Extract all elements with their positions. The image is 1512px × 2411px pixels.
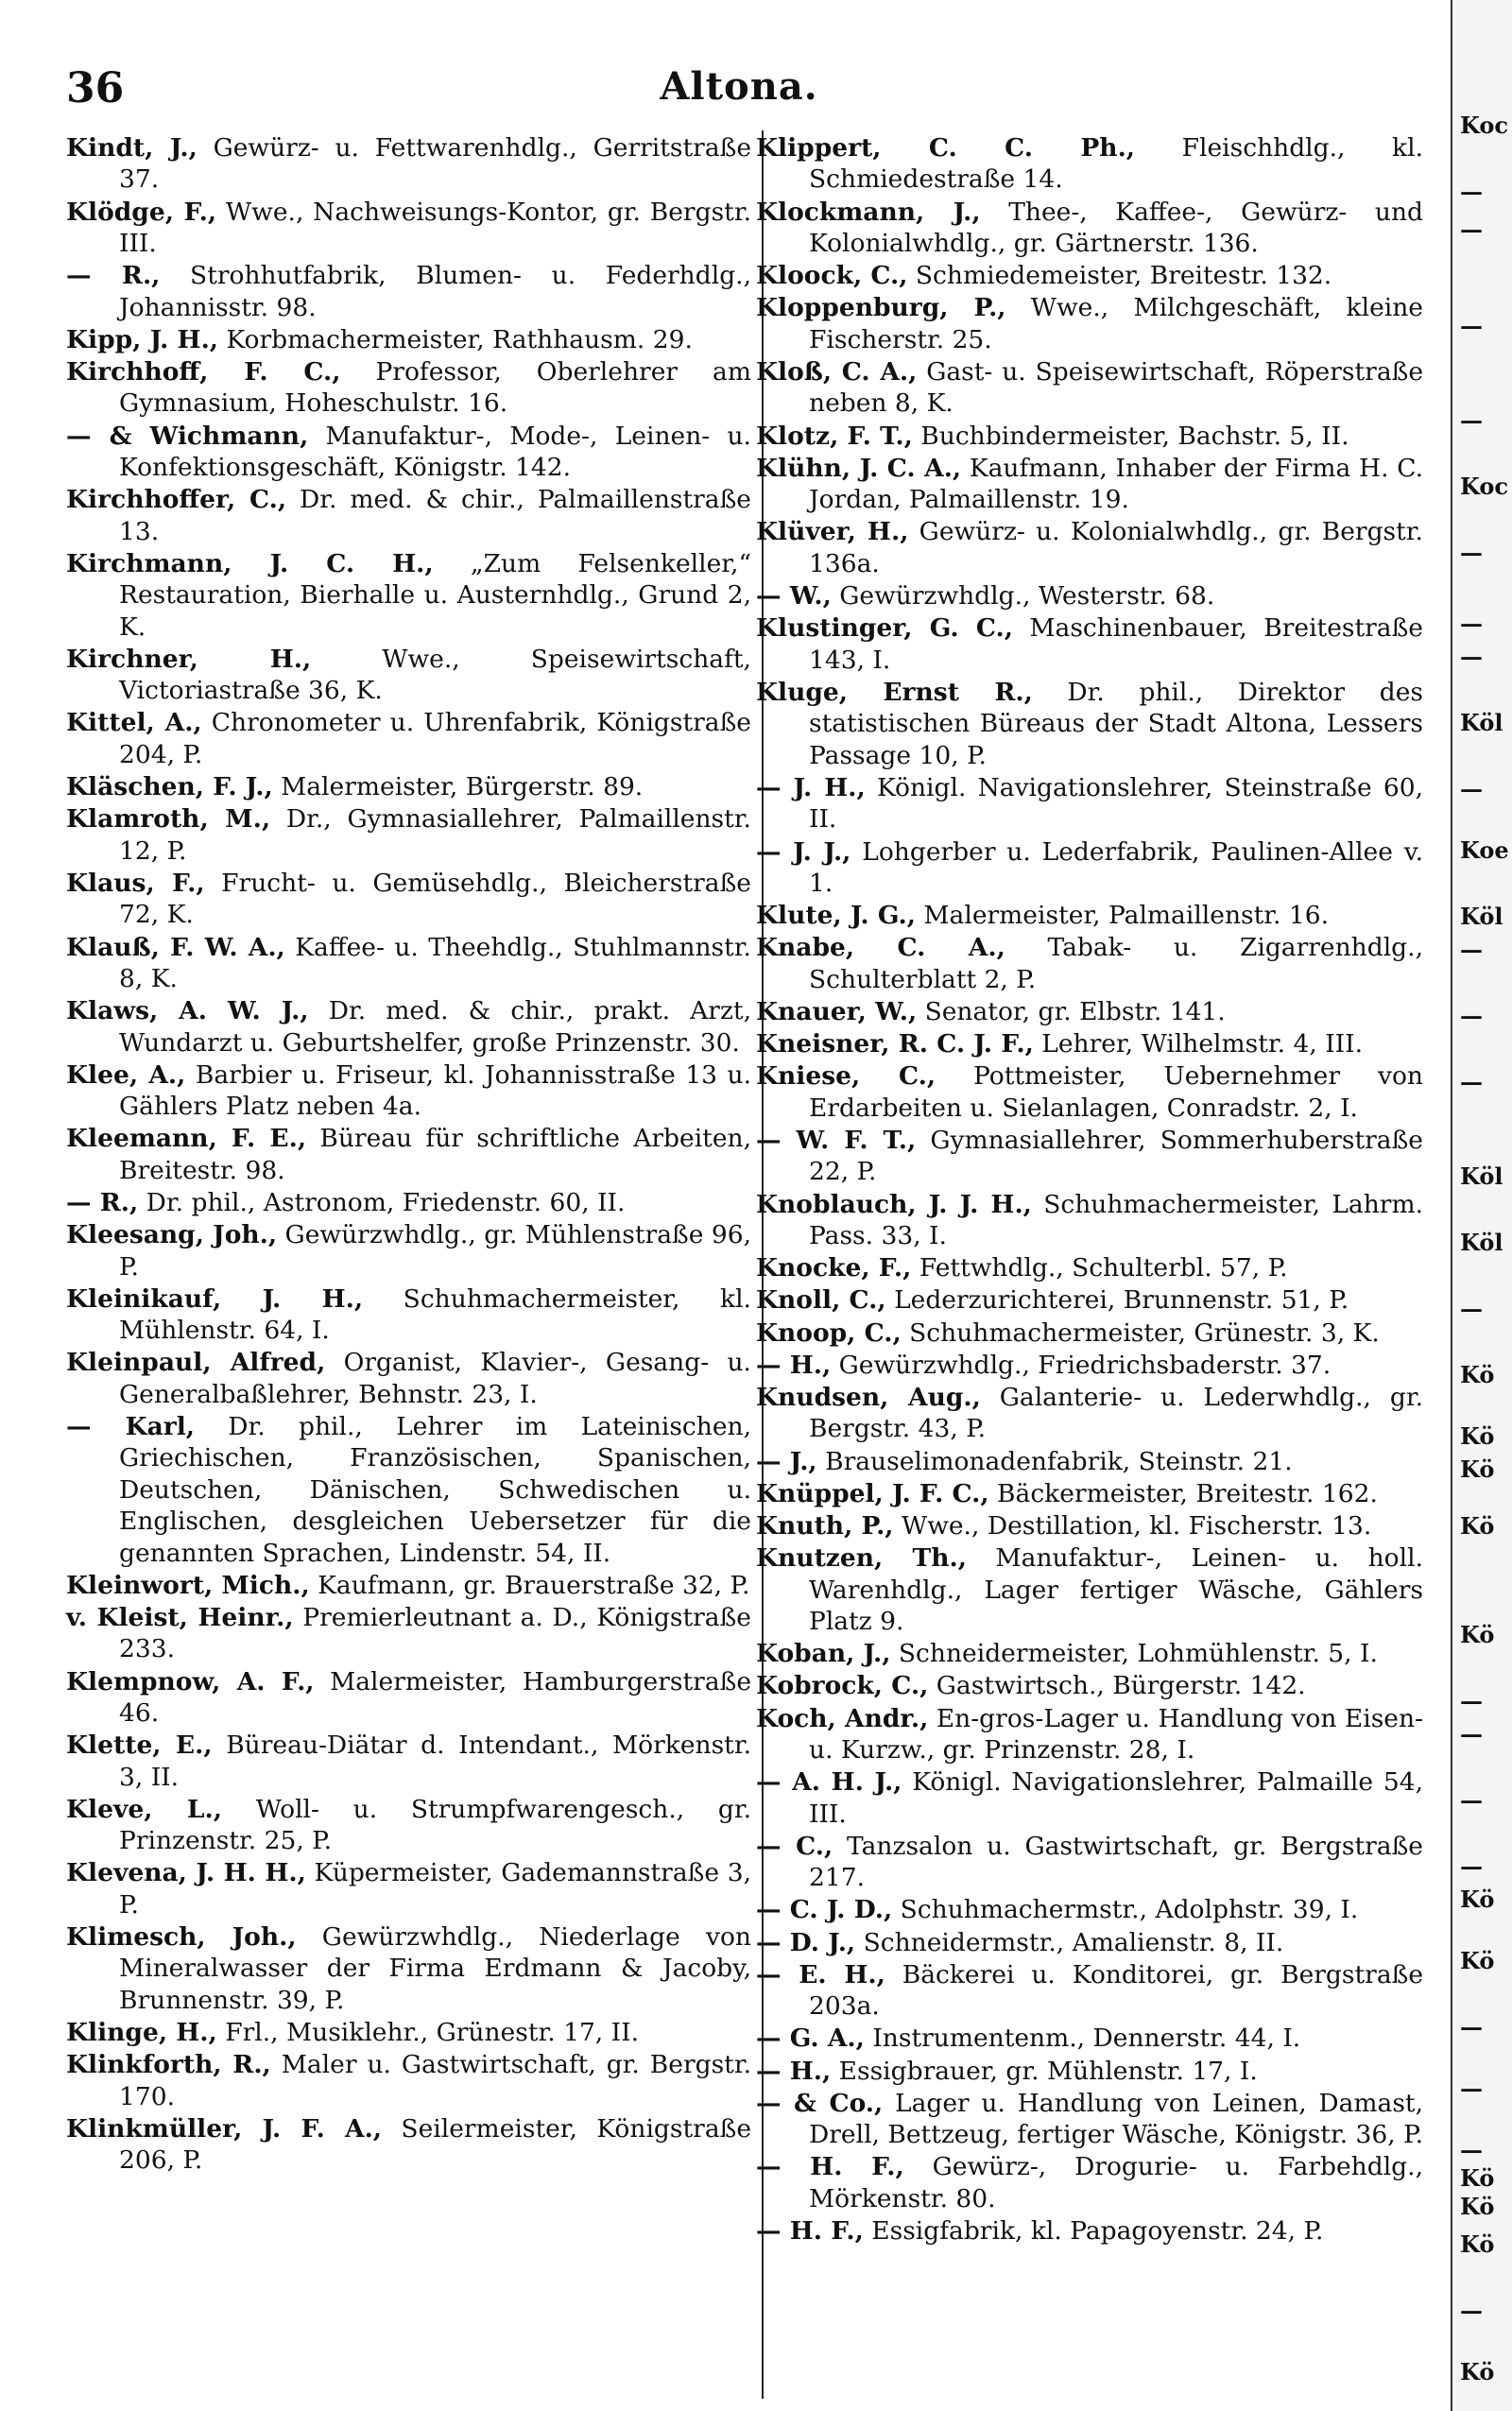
next-page-fragment: Kö	[1460, 1512, 1495, 1540]
entry-name: — & Co.,	[756, 2088, 884, 2118]
directory-entry	[66, 868, 751, 931]
entry-name: — E. H.,	[756, 1959, 885, 1989]
entry-name: Kloß, C. A.,	[756, 357, 918, 387]
entry-name: — W. F. T.,	[756, 1125, 917, 1155]
directory-entry	[66, 1921, 751, 2016]
entry-name: — H. F.,	[756, 2216, 864, 2247]
next-page-fragment: —	[1460, 1852, 1483, 1880]
directory-entry	[66, 1730, 751, 1793]
entry-name: Kirchner, H.,	[66, 644, 312, 674]
directory-entry	[66, 132, 751, 196]
directory-entry	[756, 1382, 1423, 1445]
next-page-fragment: Kö	[1460, 2193, 1495, 2220]
directory-entry	[756, 612, 1423, 676]
next-page-fragment: —	[1460, 2013, 1483, 2041]
entry-details: Seilermeister, Königstraße 206, P.	[119, 2113, 751, 2176]
entry-name: — C. J. D.,	[756, 1895, 893, 1925]
next-page-fragment: Koc	[1460, 112, 1508, 139]
entry-name: Kipp, J. H.,	[66, 324, 219, 354]
entry-details: „Zum Felsenkeller,“ Restauration, Bierhalle u. Austernhdlg., Grund 2, K.	[119, 548, 751, 642]
next-page-fragment: —	[1460, 215, 1483, 243]
entry-name: Kleinpaul, Alfred,	[66, 1348, 326, 1378]
next-page-fragment: —	[1460, 406, 1483, 434]
next-page-fragment: Kö	[1460, 2164, 1495, 2192]
directory-entry	[756, 677, 1423, 771]
directory-entry	[756, 2151, 1423, 2214]
entry-details: Gastwirtsch., Bürgerstr. 142.	[928, 1671, 1306, 1701]
entry-name: Knabe, C. A.,	[756, 933, 1005, 963]
entry-details: Barbier u. Friseur, kl. Johannisstraße 13 u. Gählers Platz neben 4a.	[119, 1059, 751, 1122]
directory-entry	[756, 836, 1423, 900]
directory-entry	[756, 1189, 1423, 1252]
directory-entry	[756, 453, 1423, 516]
entry-details: Bäckerei u. Konditorei, gr. Bergstraße 203a.	[809, 1959, 1423, 2022]
entry-name: Knüppel, J. F. C.,	[756, 1478, 989, 1508]
next-page-fragment: Kö	[1460, 1947, 1495, 1974]
entry-name: Klödge, F.,	[66, 197, 217, 227]
next-page-fragment: —	[1460, 312, 1483, 339]
entry-name: Koban, J.,	[756, 1639, 891, 1669]
entry-details: Fleischhdlg., kl. Schmiedestraße 14.	[809, 133, 1423, 195]
entry-details: Büreau-Diätar d. Intendant., Mörkenstr. 3, II.	[119, 1731, 752, 1792]
entry-details: Maschinenbauer, Breitestraße 143, I.	[809, 613, 1423, 675]
entry-details: En-gros-Lager u. Handlung von Eisen- u. Kurzw., gr. Prinzenstr. 28, I.	[809, 1703, 1423, 1765]
next-page-fragment: Kö	[1460, 1621, 1495, 1648]
entry-details: Schuhmachermeister, kl. Mühlenstr. 64, I.	[119, 1283, 751, 1346]
entry-name: Kleesang, Joh.,	[66, 1220, 278, 1250]
entry-details: Kaffee- u. Theehdlg., Stuhlmannstr. 8, K.	[119, 932, 751, 993]
entry-name: — H.,	[756, 1350, 832, 1380]
directory-entry	[756, 516, 1423, 579]
next-page-edge	[1451, 0, 1512, 2411]
entry-name: — W.,	[756, 581, 832, 611]
entry-name: Klockmann, J.,	[756, 197, 981, 227]
directory-entry	[756, 1252, 1423, 1283]
directory-entry	[756, 932, 1423, 995]
entry-name: Kobrock, C.,	[756, 1671, 929, 1701]
entry-details: Dr. med. & chir., Palmaillenstraße 13.	[119, 485, 751, 546]
entry-details: Schneidermstr., Amalienstr. 8, II.	[855, 1927, 1284, 1957]
entry-name: Klee, A.,	[66, 1059, 186, 1090]
entry-name: Klustinger, G. C.,	[756, 613, 1013, 644]
entry-details: Königl. Navigationslehrer, Steinstraße 60, II.	[809, 772, 1423, 835]
entry-name: Klaus, F.,	[66, 868, 205, 898]
entry-name: — H. F.,	[756, 2152, 904, 2182]
entry-details: Malermeister, Palmaillenstr. 16.	[916, 901, 1330, 931]
entry-details: Küpermeister, Gademannstraße 3, P.	[119, 1858, 751, 1920]
entry-details: Brauselimonadenfabrik, Steinstr. 21.	[816, 1446, 1293, 1476]
directory-entry	[66, 995, 751, 1059]
directory-entry	[66, 1570, 751, 1601]
entry-name: Klevena, J. H. H.,	[66, 1858, 306, 1888]
entry-name: Klimesch, Joh.,	[66, 1922, 297, 1953]
directory-entry	[756, 2215, 1423, 2247]
directory-entry	[756, 1894, 1423, 1925]
directory-entry	[66, 2049, 751, 2112]
directory-entry	[66, 1187, 751, 1218]
entry-name: — A. H. J.,	[756, 1767, 902, 1798]
entry-name: Klotz, F. T.,	[756, 421, 913, 451]
entry-details: Organist, Klavier-, Gesang- u. Generalbaßlehrer, Behnstr. 23, I.	[119, 1348, 751, 1409]
directory-entry	[66, 1219, 751, 1283]
directory-entry	[66, 548, 751, 643]
entry-details: Fettwhdlg., Schulterbl. 57, P.	[911, 1253, 1288, 1283]
entry-details: Lohgerber u. Lederfabrik, Paulinen-Allee v. 1.	[809, 836, 1424, 898]
entry-name: Kittel, A.,	[66, 708, 202, 738]
entry-name: Kniese, C.,	[756, 1061, 936, 1092]
directory-entry	[66, 707, 751, 770]
entry-name: — H.,	[756, 2056, 832, 2086]
directory-entry	[66, 1283, 751, 1347]
next-page-fragment: —	[1460, 2136, 1483, 2163]
directory-entry	[756, 1831, 1423, 1894]
next-page-fragment: —	[1460, 1002, 1483, 1029]
entry-details: Gewürzwhdlg., Niederlage von Mineralwasser der Firma Erdmann & Jacoby, Brunnenstr. 39, P.	[119, 1922, 751, 2015]
entry-name: — G. A.,	[756, 2024, 865, 2054]
page-number: 36	[66, 64, 125, 112]
entry-name: Kloock, C.,	[756, 261, 908, 291]
entry-details: Gewürz- u. Kolonialwhdlg., gr. Bergstr. 136a.	[809, 517, 1423, 578]
entry-details: Gewürzwhdlg., Westerstr. 68.	[831, 581, 1215, 611]
right-column	[756, 132, 1423, 2247]
entry-name: Kirchmann, J. C. H.,	[66, 548, 434, 578]
next-page-fragment: —	[1460, 539, 1483, 566]
entry-details: Senator, gr. Elbstr. 141.	[917, 996, 1226, 1026]
entry-details: Lederzurichterei, Brunnenstr. 51, P.	[885, 1285, 1349, 1316]
entry-name: Knocke, F.,	[756, 1253, 912, 1283]
entry-details: Wwe., Speisewirtschaft, Victoriastraße 36, K.	[119, 644, 751, 706]
entry-name: Klinge, H.,	[66, 2018, 217, 2048]
next-page-fragment: —	[1460, 1068, 1483, 1095]
entry-name: Knudsen, Aug.,	[756, 1382, 981, 1412]
directory-entry	[66, 1666, 751, 1730]
entry-name: Kluge, Ernst R.,	[756, 677, 1033, 707]
directory-entry	[756, 2023, 1423, 2054]
entry-details: Manufaktur-, Leinen- u. holl. Warenhdlg., Lager fertiger Wäsche, Gählers Platz 9.	[809, 1543, 1423, 1636]
entry-name: Knuth, P.,	[756, 1510, 894, 1541]
entry-details: Gewürz-, Drogurie- u. Farbehdlg., Mörkenstr. 80.	[809, 2152, 1423, 2213]
entry-details: Lager u. Handlung von Leinen, Damast, Drell, Bettzeug, fertiger Wäsche, Königstr. 36, P.	[809, 2088, 1424, 2150]
entry-details: Schneidermeister, Lohmühlenstr. 5, I.	[890, 1639, 1378, 1669]
directory-entry	[66, 932, 751, 995]
entry-details: Dr. phil., Direktor des statistischen Büreaus der Stadt Altona, Lessers Passage 10, P.	[809, 677, 1423, 770]
next-page-fragment: —	[1460, 610, 1483, 637]
entry-name: Kloppenburg, P.,	[756, 293, 1006, 323]
directory-entry	[756, 1638, 1423, 1669]
entry-details: Korbmachermeister, Rathhausm. 29.	[218, 324, 693, 354]
entry-name: Kleemann, F. E.,	[66, 1124, 307, 1154]
next-page-fragment: —	[1460, 2297, 1483, 2324]
directory-entry	[756, 2088, 1423, 2151]
directory-entry	[66, 803, 751, 867]
entry-details: Büreau für schriftliche Arbeiten, Breitestr. 98.	[119, 1124, 751, 1185]
entry-name: — C.,	[756, 1831, 833, 1861]
directory-entry	[66, 197, 751, 260]
directory-entry	[756, 292, 1423, 355]
entry-name: — Karl,	[66, 1411, 196, 1441]
entry-details: Gewürz- u. Fettwarenhdlg., Gerritstraße 37.	[119, 133, 751, 195]
entry-details: Gast- u. Speisewirtschaft, Röperstraße neben 8, K.	[809, 357, 1424, 419]
directory-entry	[66, 2017, 751, 2048]
next-page-fragment: —	[1460, 775, 1483, 802]
entry-name: Klinkmüller, J. F. A.,	[66, 2113, 383, 2144]
directory-entry	[756, 580, 1423, 611]
entry-name: Knoblauch, J. J. H.,	[756, 1189, 1032, 1219]
entry-details: Schuhmachermeister, Lahrm. Pass. 33, I.	[809, 1189, 1424, 1250]
directory-entry	[756, 1350, 1423, 1381]
running-title: Altona.	[660, 64, 818, 109]
entry-details: Lehrer, Wilhelmstr. 4, III.	[1033, 1029, 1364, 1059]
entry-name: — J. H.,	[756, 772, 866, 802]
directory-entry	[66, 644, 751, 707]
entry-name: — D. J.,	[756, 1927, 856, 1957]
directory-entry	[66, 484, 751, 547]
entry-name: — R.,	[66, 1187, 139, 1217]
next-page-fragment: —	[1460, 1687, 1483, 1714]
next-page-fragment: Koe	[1460, 836, 1509, 864]
directory-entry	[756, 1542, 1423, 1637]
entry-name: Kleinwort, Mich.,	[66, 1570, 310, 1600]
entry-details: Manufaktur-, Mode-, Leinen- u. Konfektionsgeschäft, Königstr. 142.	[119, 421, 751, 483]
entry-name: Kläschen, F. J.,	[66, 772, 273, 802]
entry-details: Kaufmann, Inhaber der Firma H. C. Jordan, Palmaillenstr. 19.	[809, 453, 1423, 515]
next-page-fragment: —	[1460, 1720, 1483, 1748]
next-page-fragment: Köl	[1460, 1229, 1503, 1256]
directory-entry	[66, 1123, 751, 1186]
entry-name: Klühn, J. C. A.,	[756, 453, 962, 483]
entry-name: Knauer, W.,	[756, 996, 918, 1026]
directory-entry	[756, 1478, 1423, 1509]
entry-details: Gewürzwhdlg., Friedrichsbaderstr. 37.	[831, 1350, 1332, 1380]
entry-details: Malermeister, Bürgerstr. 89.	[272, 772, 644, 802]
directory-entry	[756, 996, 1423, 1027]
entry-details: Maler u. Gastwirtschaft, gr. Bergstr. 170.	[119, 2050, 752, 2111]
entry-details: Essigbrauer, gr. Mühlenstr. 17, I.	[831, 2056, 1258, 2086]
entry-name: Knoop, C.,	[756, 1317, 902, 1348]
entry-name: Kneisner, R. C. J. F.,	[756, 1029, 1034, 1059]
directory-entry	[756, 1284, 1423, 1316]
directory-entry	[756, 421, 1423, 452]
next-page-fragment: Kö	[1460, 2230, 1495, 2258]
next-page-fragment: —	[1460, 936, 1483, 963]
directory-entry	[756, 132, 1423, 196]
entry-details: Bäckermeister, Breitestr. 162.	[988, 1478, 1378, 1508]
next-page-fragment: Kö	[1460, 1361, 1495, 1388]
entry-details: Thee-, Kaffee-, Gewürz- und Kolonialwhdlg., gr. Gärtnerstr. 136.	[809, 197, 1423, 259]
directory-entry	[66, 1857, 751, 1920]
directory-entry	[66, 1602, 751, 1665]
entry-details: Frl., Musiklehr., Grünestr. 17, II.	[216, 2018, 640, 2048]
entry-details: Kaufmann, gr. Brauerstraße 32, P.	[309, 1570, 750, 1600]
entry-details: Dr., Gymnasiallehrer, Palmaillenstr. 12, P.	[119, 804, 751, 866]
page-header	[59, 64, 1419, 121]
next-page-fragment: —	[1460, 643, 1483, 670]
entry-details: Tabak- u. Zigarrenhdlg., Schulterblatt 2, P.	[809, 933, 1423, 994]
entry-details: Strohhutfabrik, Blumen- u. Federhdlg., Johannisstr. 98.	[119, 261, 752, 322]
directory-entry	[756, 900, 1423, 931]
entry-name: Kleinikauf, J. H.,	[66, 1283, 364, 1314]
entry-name: Klauß, F. W. A.,	[66, 932, 285, 962]
directory-entry	[66, 421, 751, 484]
entry-details: Instrumentenm., Dennerstr. 44, I.	[864, 2024, 1301, 2054]
directory-entry	[66, 1059, 751, 1123]
directory-entry	[66, 1411, 751, 1569]
next-page-fragment: Köl	[1460, 903, 1503, 930]
directory-entry	[756, 1766, 1423, 1830]
next-page-fragment: —	[1460, 178, 1483, 205]
entry-name: Kirchhoffer, C.,	[66, 485, 287, 515]
directory-entry	[66, 324, 751, 355]
entry-details: Schuhmachermeister, Grünestr. 3, K.	[901, 1317, 1380, 1348]
directory-entry	[756, 1927, 1423, 1958]
directory-entry	[756, 356, 1423, 420]
entry-name: — R.,	[66, 261, 161, 291]
entry-details: Premierleutnant a. D., Königstraße 233.	[119, 1603, 751, 1664]
entry-name: Klinkforth, R.,	[66, 2050, 271, 2080]
entry-name: — & Wichmann,	[66, 421, 309, 451]
directory-entry	[756, 772, 1423, 835]
entry-details: Frucht- u. Gemüsehdlg., Bleicherstraße 72, K.	[119, 868, 751, 930]
next-page-fragment: Kö	[1460, 1886, 1495, 1913]
entry-details: Woll- u. Strumpfwarengesch., gr. Prinzenstr. 25, P.	[119, 1794, 751, 1856]
entry-name: Knutzen, Th.,	[756, 1543, 967, 1574]
entry-name: Knoll, C.,	[756, 1285, 886, 1316]
next-page-fragment: Kö	[1460, 2358, 1495, 2385]
entry-details: Galanterie- u. Lederwhdlg., gr. Bergstr. 43, P.	[809, 1382, 1424, 1444]
entry-name: Koch, Andr.,	[756, 1703, 929, 1733]
entry-details: Königl. Navigationslehrer, Palmaille 54, III.	[809, 1767, 1423, 1829]
directory-entry	[756, 1670, 1423, 1701]
next-page-fragment: Koc	[1460, 473, 1508, 500]
entry-details: Chronometer u. Uhrenfabrik, Königstraße 204, P.	[119, 708, 751, 769]
entry-details: Tanzsalon u. Gastwirtschaft, gr. Bergstraße 217.	[809, 1831, 1423, 1893]
entry-details: Wwe., Milchgeschäft, kleine Fischerstr. 25.	[809, 293, 1423, 354]
left-column	[66, 132, 751, 2177]
entry-details: Wwe., Destillation, kl. Fischerstr. 13.	[893, 1510, 1372, 1541]
entry-details: Schmiedemeister, Breitestr. 132.	[907, 261, 1332, 291]
entry-details: Dr. med. & chir., prakt. Arzt, Wundarzt u. Geburtshelfer, große Prinzenstr. 30.	[119, 996, 751, 1058]
directory-entry	[66, 771, 751, 802]
next-page-fragment: —	[1460, 1295, 1483, 1322]
directory-entry	[756, 1703, 1423, 1766]
entry-details: Dr. phil., Astronom, Friedenstr. 60, II.	[138, 1187, 626, 1217]
entry-details: Gewürzwhdlg., gr. Mühlenstraße 96, P.	[119, 1220, 751, 1282]
entry-details: Schuhmachermstr., Adolphstr. 39, I.	[892, 1895, 1359, 1925]
next-page-fragment: Kö	[1460, 1455, 1495, 1483]
directory-entry	[756, 197, 1423, 260]
entry-name: Klippert, C. C. Ph.,	[756, 133, 1136, 163]
entry-details: Dr. phil., Lehrer im Lateinischen, Griechischen, Französischen, Spanischen, Deutschen, Dänischen, Schwedischen u. Englischen, desgleichen Uebersetzer für die genannten Sprachen, Lindenstr. 54, II.	[119, 1411, 751, 1568]
entry-details: Essigfabrik, kl. Papagoyenstr. 24, P.	[863, 2216, 1324, 2247]
directory-entry	[756, 1060, 1423, 1124]
entry-name: Klamroth, M.,	[66, 804, 271, 835]
entry-name: — J.,	[756, 1446, 817, 1476]
entry-name: Kleve, L.,	[66, 1794, 223, 1824]
directory-entry	[756, 260, 1423, 291]
entry-name: Kindt, J.,	[66, 133, 198, 163]
directory-entry	[756, 1125, 1423, 1188]
entry-details: Malermeister, Hamburgerstraße 46.	[119, 1666, 751, 1729]
entry-details: Gymnasiallehrer, Sommerhuberstraße 22, P.	[809, 1125, 1423, 1187]
directory-entry	[756, 1446, 1423, 1477]
entry-name: Klute, J. G.,	[756, 901, 916, 931]
entry-name: v. Kleist, Heinr.,	[66, 1603, 294, 1633]
entry-details: Wwe., Nachweisungs-Kontor, gr. Bergstr. III.	[119, 197, 751, 259]
entry-name: Klette, E.,	[66, 1731, 213, 1761]
entry-details: Pottmeister, Uebernehmer von Erdarbeiten u. Sielanlagen, Conradstr. 2, I.	[809, 1061, 1423, 1123]
entry-name: Klaws, A. W. J.,	[66, 996, 309, 1026]
entry-name: — J. J.,	[756, 836, 851, 867]
directory-entry	[66, 260, 751, 323]
directory-entry	[66, 356, 751, 420]
next-page-fragment: —	[1460, 2075, 1483, 2102]
next-page-fragment: Köl	[1460, 709, 1503, 736]
directory-entry	[756, 1028, 1423, 1059]
directory-entry	[756, 1959, 1423, 2023]
entry-name: Klüver, H.,	[756, 517, 909, 547]
directory-entry	[66, 1347, 751, 1410]
next-page-fragment: Köl	[1460, 1162, 1503, 1190]
directory-entry	[756, 2056, 1423, 2087]
next-page-fragment: —	[1460, 1786, 1483, 1814]
directory-entry	[66, 2113, 751, 2177]
entry-name: Klempnow, A. F.,	[66, 1666, 315, 1696]
entry-details: Professor, Oberlehrer am Gymnasium, Hoheschulstr. 16.	[119, 357, 751, 419]
next-page-fragment: Kö	[1460, 1422, 1495, 1450]
entry-name: Kirchhoff, F. C.,	[66, 357, 341, 387]
directory-entry	[756, 1317, 1423, 1349]
entry-details: Buchbindermeister, Bachstr. 5, II.	[912, 421, 1349, 451]
directory-entry	[66, 1794, 751, 1857]
directory-entry	[756, 1510, 1423, 1541]
